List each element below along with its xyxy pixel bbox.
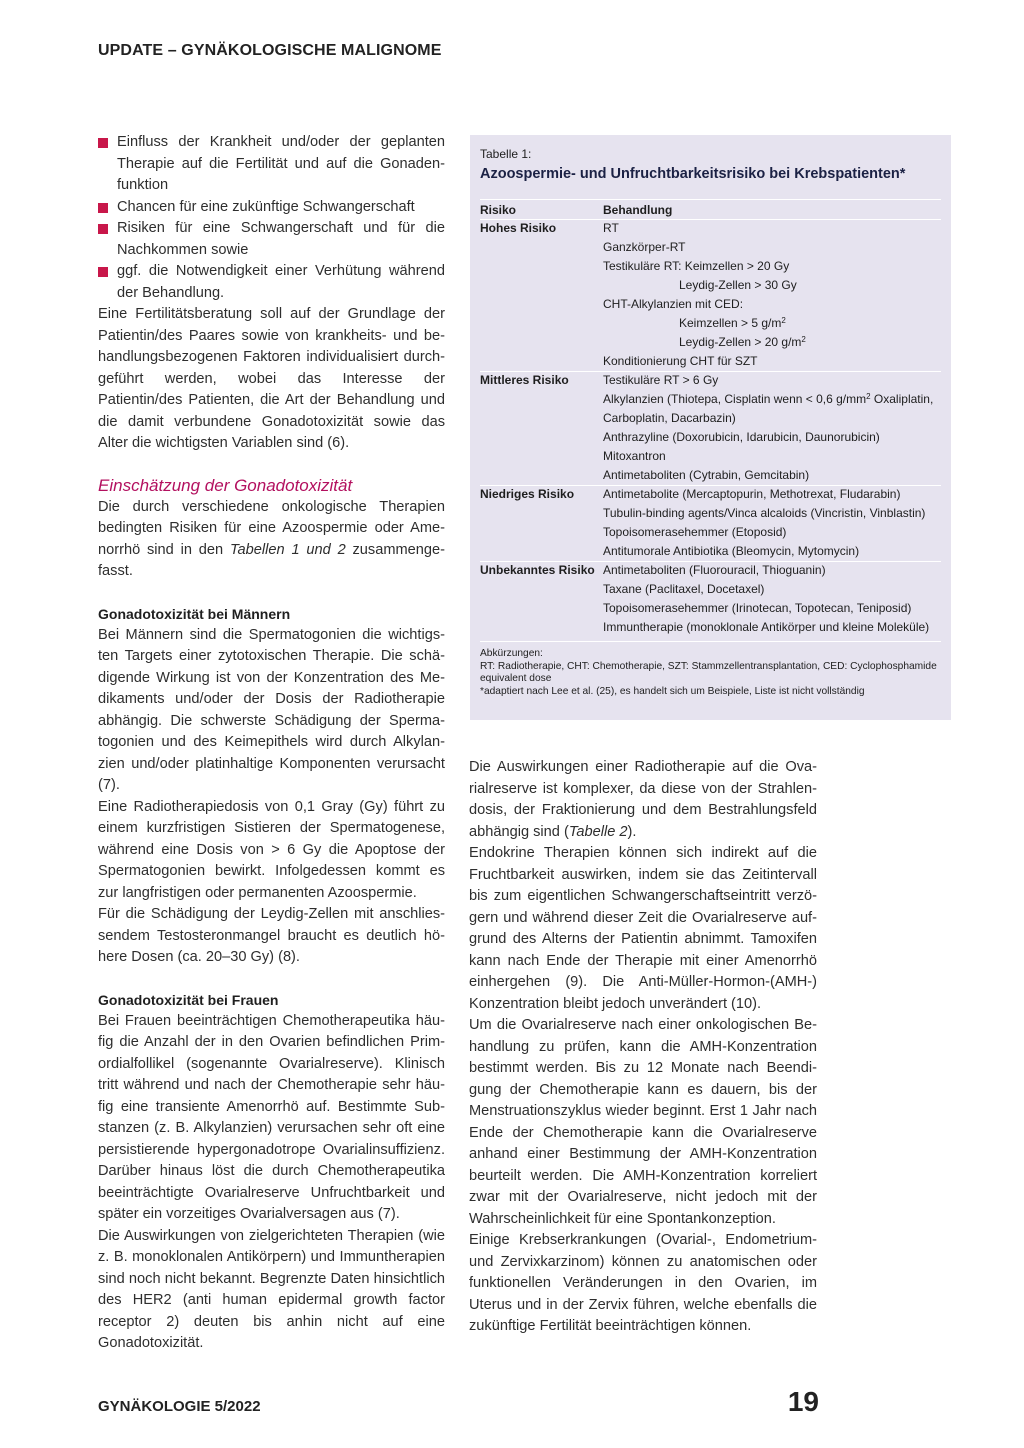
table-source-note: *adaptiert nach Lee et al. (25), es handelt sich um Beispiele, Liste ist nicht vollständig (480, 685, 865, 697)
treatment-line: Keimzellen > 5 $g/m^2$ (679, 316, 786, 330)
page-number: 19 (787, 1386, 819, 1417)
treatment-line: Alkylanzien (Thiotepa, Cisplatin wenn < 0,6 $g/mm^2$ Oxaliplatin, (603, 392, 934, 406)
bullet-square-icon (98, 224, 108, 234)
paragraph-men-2: Eine Radiotherapiedosis von 0,1 Gray (Gy) führt zu einem kurzfristigen Sistieren der Spermatogenese, während eine Dosis von > 6 Gy die Apoptose der Spermatogonien bewirkt. Infolgedessen kommt es zur langfristigen oder permanenten Azoospermie. (98, 798, 445, 901)
left-column (98, 132, 445, 1355)
paragraph-intro: Eine Fertilitätsberatung soll auf der Grundlage der Patientin/des Paares sowie von krankheits- und behandlungsbezogenen Faktoren individualisiert durchgeführt werden, wobei das Interesse der Patientin/des Patienten, die Art der Behandlung und die damit verbundene Gonadotoxizität sowie das Alter die wichtigsten Variablen sind (6). (98, 306, 445, 451)
treatment-line: Testikuläre RT > 6 Gy (603, 373, 719, 387)
paragraph-right-3: Um die Ovarialreserve nach einer onkologischen Behandlung zu prüfen, kann die AMH-Konzentration bestimmt werden. Bis zu 12 Monate nach Beendigung der Chemotherapie kann es dauern, bis der Menstruationszyklus wieder beginnt. Erst 1 Jahr nach Ende der Chemotherapie kann die Ovarialreserve anhand einer Bestimmung der AMH-Konzentration beurteilt werden. Die AMH-Konzentration korreliert zwar mit der Ovarialreserve, nicht jedoch mit der Wahrscheinlichkeit für eine Spontankonzeption. (469, 1017, 817, 1227)
running-header: UPDATE – GYNÄKOLOGISCHE MALIGNOME (98, 42, 442, 59)
paragraph-women-1: Bei Frauen beeinträchtigen Chemotherapeutika häufig die Anzahl der in den Ovarien befindlichen Primordialfollikel (sogenannte Ovarialreserve). Klinisch tritt während und nach der Chemotherapie sehr häufig eine transiente Amenorrhö auf. Bestimmte Substanzen (z. B. Alkylanzien) verursachen sehr oft eine persistierende hypergonadotrope Ovarialinsuffizienz. Darüber hinaus löst die durch Chemotherapeutika beeinträchtigte Ovarialreserve Unfruchtbarkeit und später ein vorzeitiges Ovarialversagen aus (7). (98, 1012, 445, 1222)
treatment-line: Immuntherapie (monoklonale Antikörper und kleine Moleküle) (603, 620, 930, 634)
paragraph-right-4: Einige Krebserkrankungen (Ovarial-, Endometrium- und Zervixkarzinom) können zu anatomischen oder funktionellen Veränderungen in den Ovarien, im Uterus und in der Zervix führen, welche ebenfalls die zukünftige Fertilität beeinträchtigen können. (469, 1232, 817, 1334)
table-label: Tabelle 1: (480, 147, 532, 161)
treatment-line: Leydig-Zellen > 30 Gy (679, 278, 797, 292)
right-column (469, 757, 817, 1338)
treatment-line: Antimetaboliten (Cytrabin, Gemcitabin) (603, 468, 810, 482)
treatment-line: Topoisomerasehemmer (Irinotecan, Topotecan, Teniposid) (603, 601, 912, 615)
table-rule-header (480, 219, 941, 220)
abbreviations-text: RT: Radiotherapie, CHT: Chemotherapie, SZT: Stammzellentransplantation, CED: Cyclophosphamide equivalent dose (480, 660, 937, 684)
subheading-women: Gonadotoxizität bei Frauen (98, 991, 279, 1008)
paragraph-men-1: Bei Männern sind die Spermatogonien die wichtigsten Targets einer zytotoxischen Therapie. Die schädigende Wirkung ist von der Konzentration des Medikaments und/oder der Dosis der Radiotherapie abhängig. Die schwerste Schädigung der Spermatogonien und des Keimepithels wird durch Alkylanzien und/oder platinhaltige Komponenten verursacht (7). (98, 626, 445, 793)
table-1 (470, 135, 951, 720)
table-rule (480, 371, 941, 372)
table-rule-top (480, 199, 941, 200)
list-item: ggf. die Notwendigkeit einer Verhütung während der Behandlung. (98, 261, 445, 304)
treatment-line: Topoisomerasehemmer (Etoposid) (603, 525, 787, 539)
treatment-line: Antitumorale Antibiotika (Bleomycin, Mytomycin) (603, 544, 860, 558)
risk-category: Mittleres Risiko (480, 373, 569, 387)
bullet-square-icon (98, 138, 108, 148)
section-heading: Einschätzung der Gonadotoxizität (98, 475, 353, 495)
paragraph-right-1: Die Auswirkungen einer Radiotherapie auf die Ovarialreserve ist komplexer, da diese von der Strahlendosis, der Fraktionierung und dem Bestrahlungsfeld abhängig sind (Tabelle 2). (469, 759, 817, 840)
treatment-line: Antimetabolite (Mercaptopurin, Methotrexat, Fludarabin) (603, 487, 901, 501)
treatment-line: Leydig-Zellen > 20 $g/m^2$ (679, 335, 806, 349)
table-rule (480, 485, 941, 486)
table-abbreviations (480, 648, 942, 698)
treatment-line: Carboplatin, Dacarbazin) (603, 411, 736, 425)
treatment-line: Testikuläre RT: Keimzellen > 20 Gy (603, 259, 790, 273)
abbreviations-label: Abkürzungen: (480, 648, 543, 659)
list-item: Einfluss der Krankheit und/oder der geplanten Therapie auf die Fertilität und auf die Gonadenfunktion (98, 132, 445, 197)
footer-journal: GYNÄKOLOGIE 5/2022 (98, 1398, 261, 1415)
list-item: Risiken für eine Schwangerschaft und für die Nachkommen sowie (98, 218, 445, 261)
bullet-list (98, 132, 445, 304)
treatment-line: CHT-Alkylanzien mit CED: (603, 297, 744, 311)
table-title: Azoospermie- und Unfruchtbarkeitsrisiko bei Krebspatienten* (480, 166, 906, 182)
treatment-line: Tubulin-binding agents/Vinca alcaloids (Vincristin, Vinblastin) (603, 506, 926, 520)
subheading-men: Gonadotoxizität bei Männern (98, 605, 291, 622)
paragraph-right-2: Endokrine Therapien können sich indirekt auf die Fruchtbarkeit auswirken, indem sie das Zeitintervall bis zum eigentlichen Schwangerschaftseintritt verzögern und während dieser Zeit die Ovarialreserve aufgrund des Alterns der Patientin abnimmt. Tamoxifen kann nach Ende der Therapie mit einer Amenorrhö einhergehen (9). Die Anti-Müller-Hormon-(AMH-) Konzentration bleibt jedoch unverändert (10). (469, 845, 817, 1012)
bullet-square-icon (98, 203, 108, 213)
risk-category: Hohes Risiko (480, 221, 557, 235)
treatment-line: Anthrazyline (Doxorubicin, Idarubicin, Daunorubicin) (603, 430, 880, 444)
risk-category: Niedriges Risiko (480, 487, 575, 501)
paragraph-section: Die durch verschiedene onkologische Therapien bedingten Risiken für eine Azoospermie oder Amenorrhö sind in den Tabellen 1 und 2 zusammengefasst. (98, 498, 445, 579)
bullet-square-icon (98, 267, 108, 277)
table-rule-bottom (480, 641, 941, 642)
paragraph-women-2: Die Auswirkungen von zielgerichteten Therapien (wie z. B. monoklonalen Antikörpern) und Immuntherapien sind noch nicht bekannt. Begrenzte Daten hinsichtlich des HER2 (anti human epidermal growth factor receptor 2) deuten bis anhin nicht auf eine Gonadotoxizität. (98, 1227, 445, 1351)
table-reference: Tabelle 2 (568, 823, 628, 840)
column-header-treatment: Behandlung (603, 203, 673, 217)
treatment-line: Ganzkörper-RT (603, 240, 686, 254)
treatment-line: Taxane (Paclitaxel, Docetaxel) (603, 582, 765, 596)
table-reference: Tabellen 1 und 2 (229, 541, 346, 558)
treatment-line: RT (603, 221, 619, 235)
risk-category: Unbekanntes Risiko (480, 563, 595, 577)
list-item: Chancen für eine zukünftige Schwangerschaft (98, 197, 445, 219)
treatment-line: Mitoxantron (603, 449, 666, 463)
paragraph-men-3: Für die Schädigung der Leydig-Zellen mit anschliessendem Testosteronmangel braucht es deutlich höhere Dosen (ca. 20–30 Gy) (8). (98, 906, 445, 965)
treatment-line: Antimetaboliten (Fluorouracil, Thioguanin) (603, 563, 826, 577)
table-rule (480, 561, 941, 562)
treatment-line: Konditionierung CHT für SZT (603, 354, 758, 368)
column-header-risk: Risiko (480, 203, 517, 217)
